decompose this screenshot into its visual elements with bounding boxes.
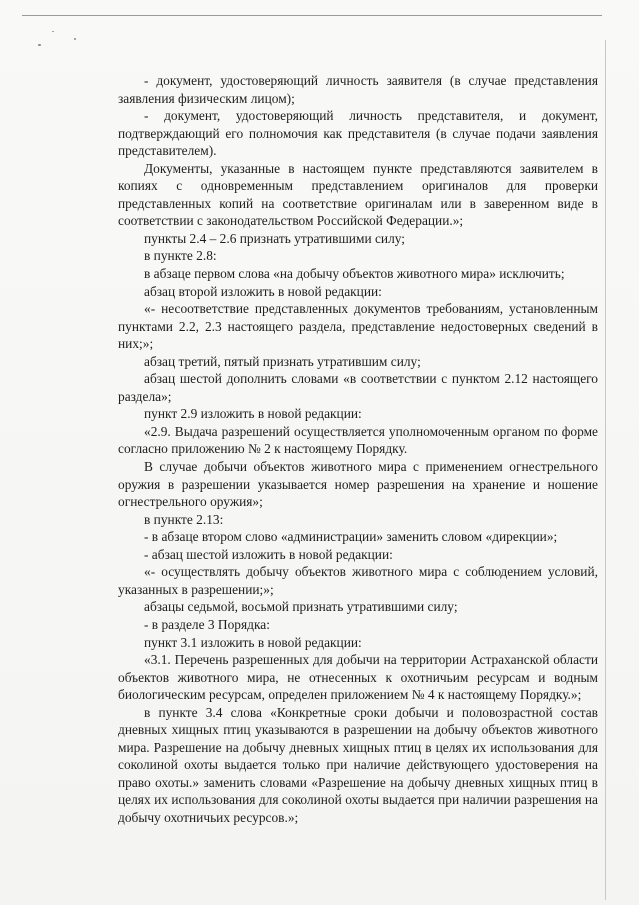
paragraph: в пункте 2.13: <box>144 511 224 527</box>
paragraph: «- осуществлять добычу объектов животного мира с соблюдением условий, указанных в разрешении;»; <box>118 564 598 597</box>
paragraph: «- несоответствие представленных документов требованиям, установленным пунктами 2.2, 2.3 настоящего раздела, представление недостоверных сведений в них;»; <box>118 301 598 352</box>
paragraph: в пункте 2.8: <box>144 248 217 264</box>
paragraph: Документы, указанные в настоящем пункте представляются заявителем в копиях с одновременным представлением оригиналов для проверки представленных копий на соответствие оригиналам или в заверенном виде в соответствии с законодательством Российской Федерации.»; <box>118 160 598 229</box>
paragraph: В случае добычи объектов животного мира с применением огнестрельного оружия в разрешении указывается номер разрешения на хранение и ношение огнестрельного оружия»; <box>118 459 598 510</box>
scan-speck <box>74 38 76 40</box>
paragraph: пункты 2.4 – 2.6 признать утратившими силу; <box>144 230 405 246</box>
paragraph: в пункте 3.4 слова «Конкретные сроки добычи и половозрастной состав дневных хищных птиц указываются в разрешении на добычу объектов животного мира. Разрешение на добычу дневных хищных птиц в целях их использования для соколиной охоты выдается только при наличие действующего удостоверения на право охоты.» заменить словами «Разрешение на добычу дневных хищных птиц в целях их использования для соколиной охоты выдается при наличии разрешения на добычу охотничьих ресурсов.»; <box>118 704 598 825</box>
paragraph: «2.9. Выдача разрешений осуществляется уполномоченным органом по форме согласно приложению № 2 к настоящему Порядку. <box>118 423 598 457</box>
paragraph: - в разделе 3 Порядка: <box>144 616 270 632</box>
paragraph: - документ, удостоверяющий личность представителя, и документ, подтверждающий его полномочия как представителя (в случае подачи заявления представителем). <box>118 108 598 159</box>
scan-edge-right <box>605 40 606 900</box>
paragraph: в абзаце первом слова «на добычу объектов животного мира» исключить; <box>144 266 565 282</box>
paragraph: абзац третий, пятый признать утратившим силу; <box>144 353 421 369</box>
paragraph: пункт 2.9 изложить в новой редакции: <box>144 406 362 422</box>
scan-speck <box>52 31 54 32</box>
paragraph: пункт 3.1 изложить в новой редакции: <box>144 634 362 650</box>
paragraph: «3.1. Перечень разрешенных для добычи на территории Астраханской области объектов животного мира, не отнесенных к охотничьим ресурсам и водным биологическим ресурсам, определен приложением № 4 к настоящему Порядку.»; <box>118 652 598 703</box>
document-body <box>118 72 598 827</box>
scan-speck <box>38 44 41 46</box>
paragraph: абзац шестой дополнить словами «в соответствии с пунктом 2.12 настоящего раздела»; <box>118 371 598 404</box>
paragraph: абзацы седьмой, восьмой признать утратившими силу; <box>144 599 458 615</box>
paragraph: - в абзаце втором слово «администрации» заменить словом «дирекции»; <box>144 529 558 545</box>
scan-edge-top <box>22 15 602 16</box>
paragraph: - документ, удостоверяющий личность заявителя (в случае представления заявления физическим лицом); <box>118 73 598 106</box>
paragraph: - абзац шестой изложить в новой редакции: <box>144 546 393 562</box>
paragraph: абзац второй изложить в новой редакции: <box>144 283 382 299</box>
